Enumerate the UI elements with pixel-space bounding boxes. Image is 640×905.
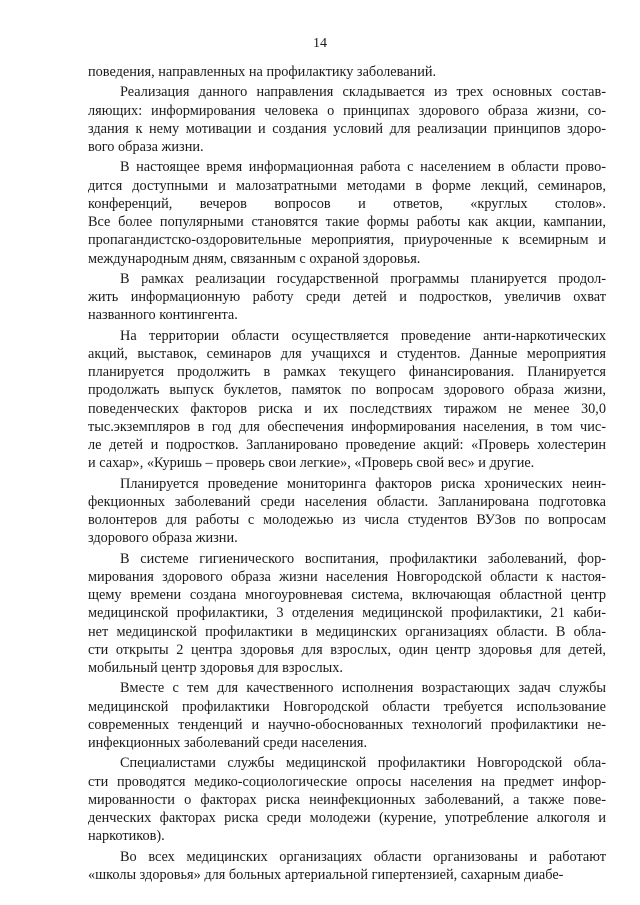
text-line: современных тенденций и научно-обоснованных технологий профилактики не- xyxy=(88,716,606,733)
text-line: медицинской профилактики Новгородской области требуется использование xyxy=(88,698,606,715)
text-line: вого образа жизни. xyxy=(88,139,204,155)
text-line: сти проводятся медико-социологические опросы населения на предмет инфор- xyxy=(88,773,606,790)
text-line: мобильный центр здоровья для взрослых. xyxy=(88,660,343,676)
paragraph xyxy=(88,83,606,156)
text-line: «школы здоровья» для больных артериальной гипертензией, сахарным диабе- xyxy=(88,866,564,883)
text-line: продолжать выпуск буклетов, памяток по вопросам здорового образа жизни, xyxy=(88,382,606,399)
text-line: поведенческих факторов риска и их последствиях тиражом не менее 30,0 xyxy=(88,400,606,417)
text-line: поведения, направленных на профилактику заболеваний. xyxy=(88,64,437,80)
text-line: наркотиков). xyxy=(88,828,165,845)
text-line: и сахар», «Куришь – проверь свои легкие», «Проверь свой вес» и другие. xyxy=(88,455,535,472)
text-line: Планируется проведение мониторинга факторов риска хронических неин- xyxy=(120,475,606,492)
text-line: В системе гигиенического воспитания, профилактики заболеваний, фор- xyxy=(120,550,606,567)
text-line: Все более популярными становятся такие формы работы как акции, кампании, xyxy=(88,214,606,230)
text-line: ле детей и подростков. Запланировано проведение акций: «Проверь холестерин xyxy=(88,437,606,453)
paragraph xyxy=(88,550,606,678)
text-line: фекционных заболеваний среди населения области. Запланирована подготовка xyxy=(88,493,606,510)
text-line: тыс.экземпляров в год для обеспечения информирования населения, в том чис- xyxy=(88,418,606,435)
text-line: волонтеров для работы с молодежью из числа студентов ВУЗов по вопросам xyxy=(88,512,606,528)
paragraph xyxy=(88,754,606,845)
text-line: ляющих: информирования человека о принципах здорового образа жизни, со- xyxy=(88,102,606,119)
text-line: На территории области осуществляется проведение анти-наркотических xyxy=(120,327,606,344)
text-line: Во всех медицинских организациях области организованы и работают xyxy=(120,848,606,865)
text-line: щему времени создана многоуровневая система, включающая областной центр xyxy=(88,587,606,603)
text-line: денческих факторах риска среди молодежи (курение, употребление алкоголя и xyxy=(88,810,606,826)
page-number: 14 xyxy=(313,36,327,51)
text-line: здания к нему мотивации и создания условий для реализации принципов здоро- xyxy=(88,120,606,137)
text-line: дится доступными и малозатратными методами в форме лекций, семинаров, xyxy=(88,177,606,194)
text-line: мированности о факторах риска неинфекционных заболеваний, а также пове- xyxy=(88,791,606,808)
paragraph xyxy=(88,270,606,325)
paragraph xyxy=(88,63,606,81)
text-line: мирования здорового образа жизни населения Новгородской области к настоя- xyxy=(88,568,606,585)
text-line: жить информационную работу среди детей и подростков, увеличив охват xyxy=(88,289,606,305)
text-line: инфекционных заболеваний среди населения. xyxy=(88,735,368,751)
text-line: международным дням, связанным с охраной здоровья. xyxy=(88,250,421,267)
body-text xyxy=(88,63,606,886)
text-line: Реализация данного направления складывается из трех основных состав- xyxy=(120,84,606,101)
paragraph xyxy=(88,158,606,268)
text-line: конференций, вечеров вопросов и ответов, «круглых столов». xyxy=(88,195,606,212)
text-line: пропагандистско-оздоровительные мероприятия, приуроченные к всемирным и xyxy=(88,232,606,249)
paragraph xyxy=(88,848,606,885)
text-line: названного контингента. xyxy=(88,307,238,324)
text-line: здорового образа жизни. xyxy=(88,530,238,547)
text-line: акций, выставок, семинаров для учащихся и студентов. Данные мероприятия xyxy=(88,345,606,362)
paragraph xyxy=(88,679,606,752)
text-line: В настоящее время информационная работа с населением в области прово- xyxy=(120,159,606,176)
text-line: Специалистами службы медицинской профилактики Новгородской обла- xyxy=(120,755,606,772)
text-line: планируется продолжить в рамках текущего финансирования. Планируется xyxy=(88,364,606,380)
text-line: Вместе с тем для качественного исполнения возрастающих задач службы xyxy=(120,680,606,697)
text-line: В рамках реализации государственной программы планируется продол- xyxy=(120,270,606,287)
text-line: нет медицинской профилактики в медицинских организациях области. В обла- xyxy=(88,623,606,640)
paragraph xyxy=(88,475,606,548)
paragraph xyxy=(88,327,606,473)
text-line: медицинской профилактики, 3 отделения медицинской профилактики, 21 каби- xyxy=(88,605,606,622)
text-line: сти открыты 2 центра здоровья для взрослых, один центр здоровья для детей, xyxy=(88,641,606,658)
